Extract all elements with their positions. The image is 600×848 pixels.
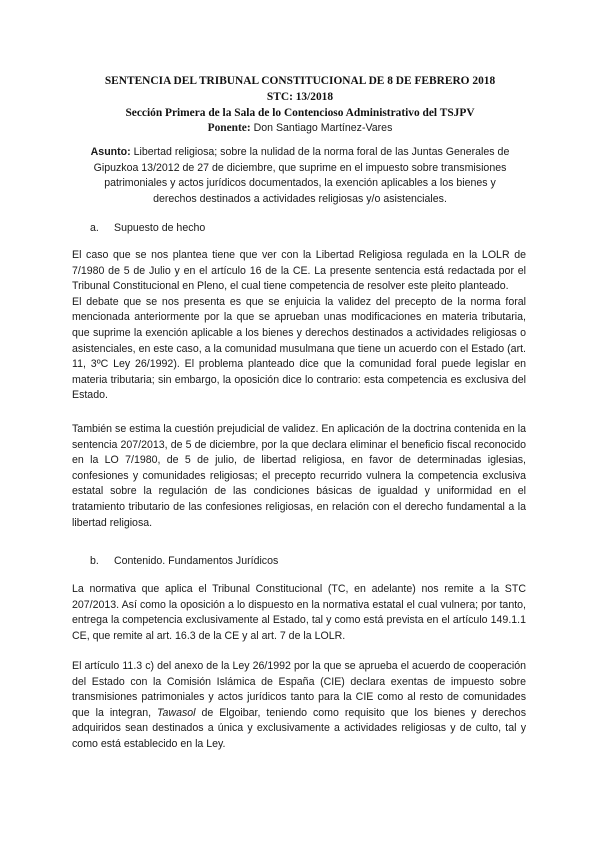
section-b-title: Contenido. Fundamentos Jurídicos (114, 555, 279, 567)
ruling-title: SENTENCIA DEL TRIBUNAL CONSTITUCIONAL DE 8 DE FEBRERO 2018 (104, 75, 496, 87)
section-a-title: Supuesto de hecho (114, 222, 206, 234)
ruling-number: STC: 13/2018 (266, 91, 334, 103)
section-b-p2-italic: Tawasol (157, 706, 196, 719)
document-header (60, 73, 540, 137)
section-a-body (72, 248, 526, 404)
ponente-value: Don Santiago Martínez-Vares (250, 122, 393, 134)
section-b-p2-end: de Elgoibar, teniendo como requisito que los bienes y derechos adquiridos sean destinados a única y exclusivamente a actividades religiosas y de culto, tal y como está establecido en la Ley. (72, 706, 526, 750)
ponente-label: Ponente: (207, 122, 251, 134)
asunto-label: Asunto: (90, 146, 131, 158)
asunto-block (84, 145, 516, 207)
section-a-letter: a. (90, 222, 99, 234)
section-b-paragraph-2 (72, 659, 526, 753)
section-b-paragraph-1: La normativa que aplica el Tribunal Constitucional (TC, en adelante) nos remite a la STC 207/2013. Así como la oposición a lo dispuesto en la normativa estatal el cual vulnera; por tanto, entrega la competencia exclusivamente al Estado, tal y como está prevista en el artículo 149.1.1 CE, que remite al art. 16.3 de la CE y al art. 7 de la LOLR. (72, 583, 526, 642)
section-b-p2-start: El artículo 11.3 c) del anexo de la Ley 26/1992 por la que se aprueba el acuerdo de cooperación del Estado con la Comisión Islámica de España (CIE) declara exentas de impuesto sobre transmisiones patrimoniales y actos jurídicos tanto para la CIE como al resto de comunidades que la integran, (72, 660, 526, 719)
court-section: Sección Primera de la Sala de lo Contencioso Administrativo del TSJPV (125, 107, 475, 119)
section-a-paragraph-2: El debate que se nos presenta es que se enjuicia la validez del precepto de la norma foral mencionada anteriormente por la que se aprueban unas modificaciones en materia tributaria, que suprime la exención aplicable a los bienes y derechos destinados a actividades religiosas o asistenciales, en este caso, a la comunidad musulmana que tiene un acuerdo con el Estado (art. 11, 3ºC Ley 26/1992). El problema planteado dice que la comunidad foral puede legislar en materia tributaria; sin embargo, la oposición dice lo contrario: esta competencia es exclusiva del Estado. (72, 295, 526, 402)
section-a-paragraph-1: El caso que se nos plantea tiene que ver con la Libertad Religiosa regulada en la LOLR de 7/1980 de 5 de Julio y en el artículo 16 de la CE. La presente sentencia está redactada por el Tribunal Constitucional en Pleno, el cual tiene competencia de resolver este pleito planteado. (72, 249, 526, 293)
asunto-text: Libertad religiosa; sobre la nulidad de la norma foral de las Juntas Generales de Gipuzkoa 13/2012 de 27 de diciembre, que suprime en el impuesto sobre transmisiones patrimoniales y actos jurídicos documentados, la exención aplicables a los bienes y derechos destinados a actividades religiosas y/o asistenciales. (93, 146, 510, 205)
ponente-line (60, 121, 540, 137)
section-b-letter: b. (90, 555, 99, 567)
section-a-paragraph-3: También se estima la cuestión prejudicial de validez. En aplicación de la doctrina contenida en la sentencia 207/2013, de 5 de diciembre, por la que declara eliminar el beneficio fiscal reconocido en la LO 7/1980, de 5 de julio, de libertad religiosa, en favor de determinadas iglesias, confesiones y comunidades religiosas; el precepto recurrido vulnera la competencia exclusiva estatal sobre la regulación de las condiciones básicas de igualdad y uniformidad en el tratamiento tributario de las confesiones religiosas, en relación con el derecho fundamental a la libertad religiosa. (72, 423, 526, 529)
section-b-heading (90, 554, 278, 570)
section-a-heading (90, 221, 205, 237)
